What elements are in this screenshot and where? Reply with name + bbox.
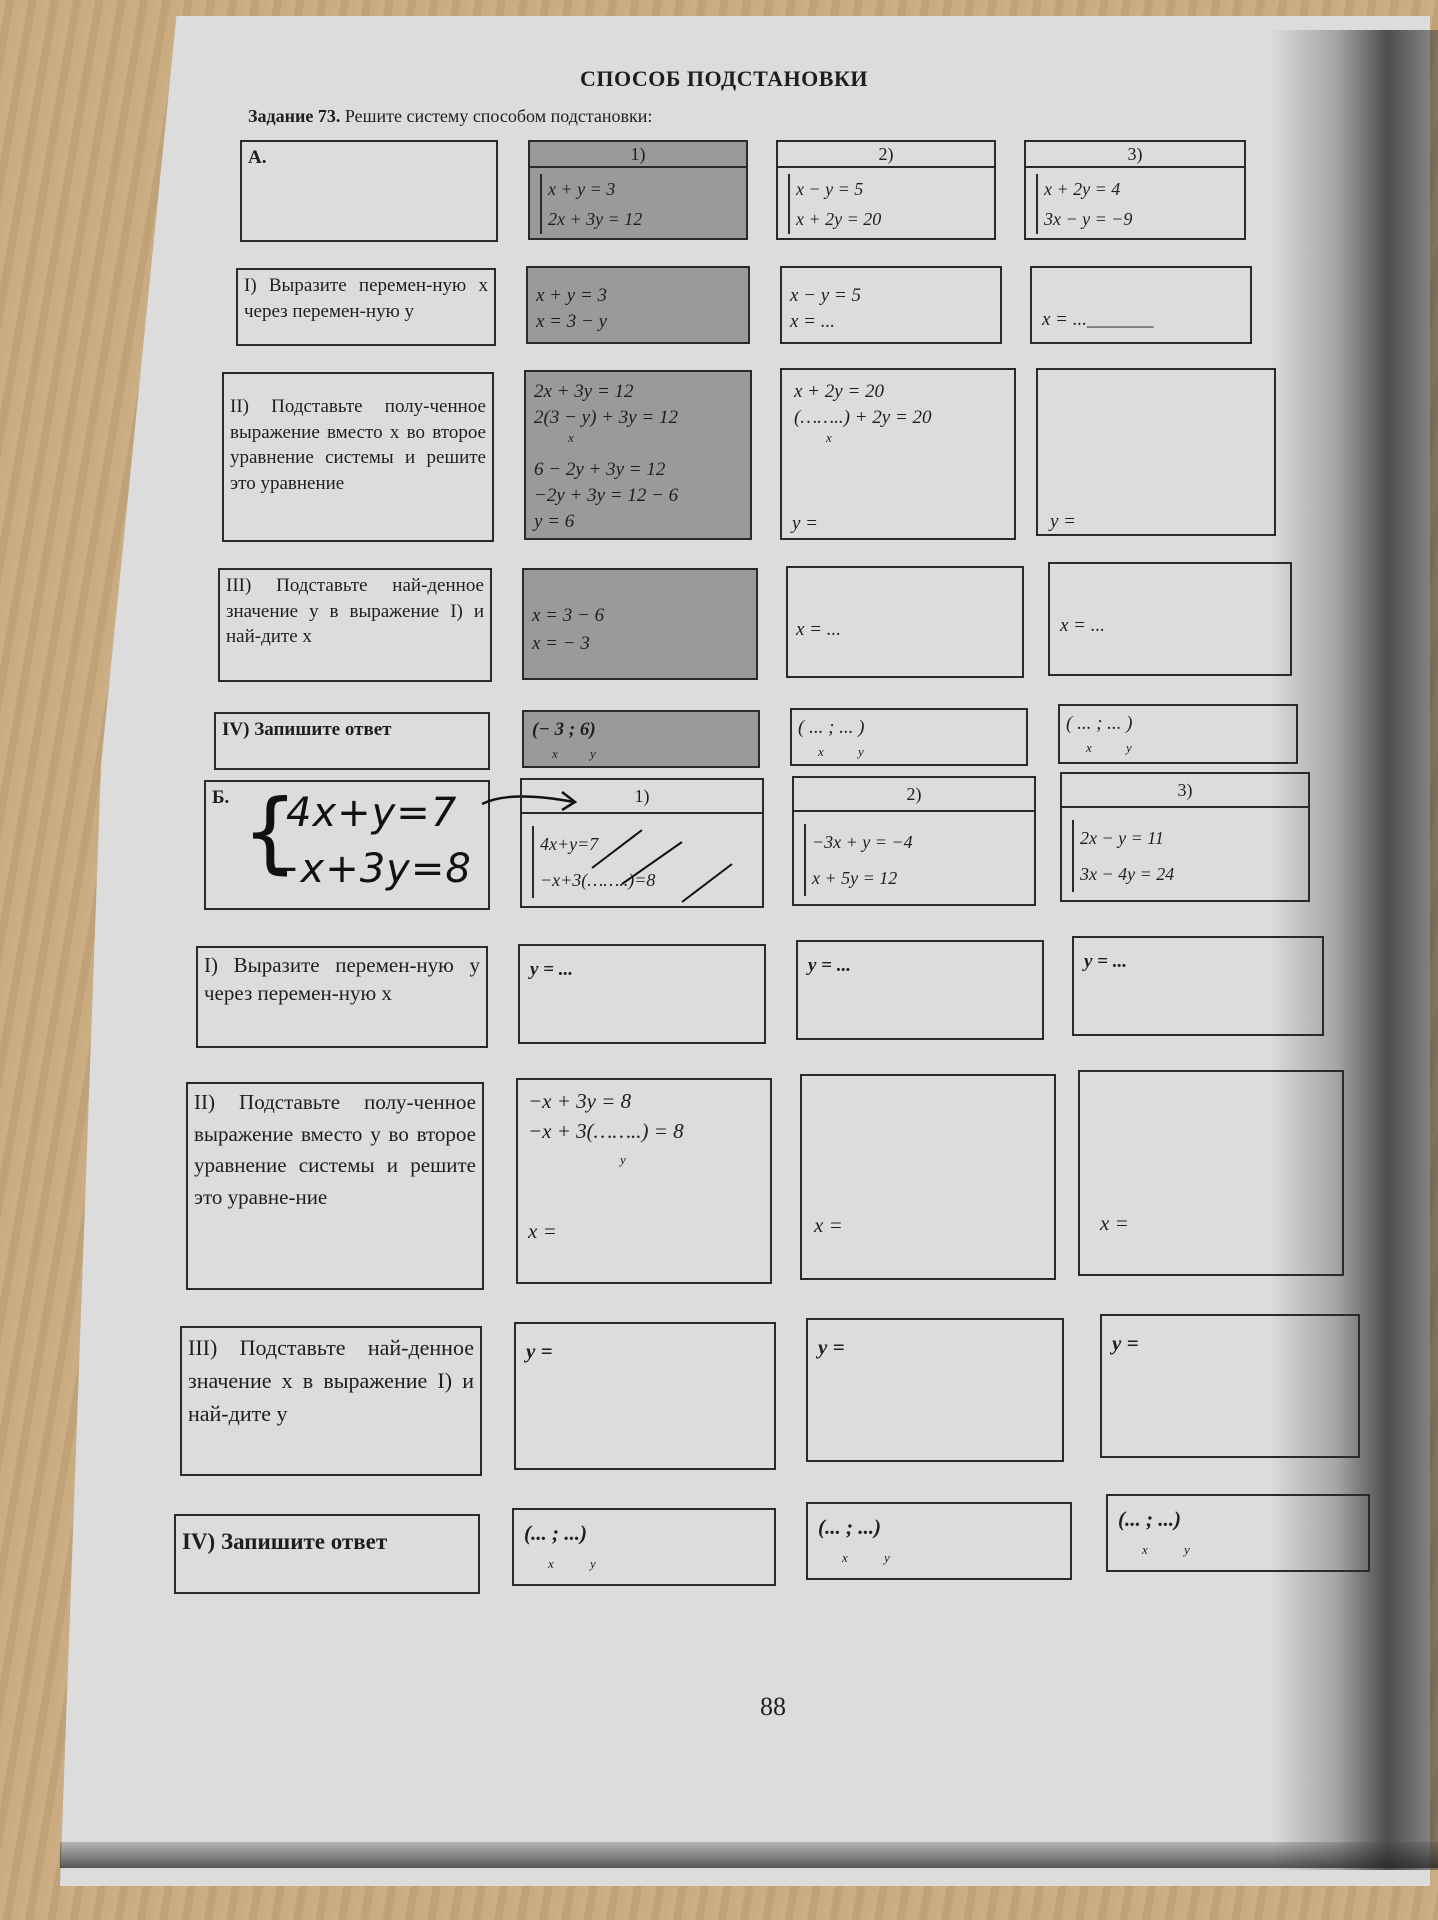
work-line: −x + 3y = 8 — [528, 1089, 632, 1113]
step-b1-cell-1[interactable] — [518, 944, 766, 1044]
answer-blank: y = — [818, 1335, 845, 1359]
work-line: −2y + 3y = 12 − 6 — [534, 485, 679, 506]
equation-2: 3x − 4y = 24 — [1080, 864, 1175, 884]
step-a2-label-box — [222, 372, 494, 542]
answer-blank: y = ... — [808, 955, 852, 976]
step-b3-cell-3[interactable] — [1100, 1314, 1360, 1458]
subscript-y: y — [1184, 1542, 1190, 1557]
answer-blank: y = ... — [1084, 951, 1128, 972]
answer-blank: x = ... — [790, 311, 836, 332]
subscript-y: y — [620, 1152, 626, 1167]
answer-blank: x = ... — [796, 619, 842, 640]
answer-blank: x = ..._______ — [1042, 309, 1154, 330]
subscript-y: y — [858, 744, 864, 759]
task-line — [248, 106, 652, 127]
handwritten-brace: { — [242, 780, 298, 883]
step-b3-cell-1[interactable] — [514, 1322, 776, 1470]
equation-1: 2x − y = 11 — [1080, 828, 1164, 848]
section-a-label: А. — [248, 147, 267, 168]
work-line: y = 6 — [534, 511, 575, 532]
work-line: x = 3 − 6 — [532, 605, 605, 626]
step-a4-cell-3[interactable] — [1058, 704, 1298, 764]
work-line: x = − 3 — [532, 633, 590, 654]
step-a2-cell-2[interactable] — [780, 368, 1016, 540]
step-label: II) Подставьте полу-ченное выражение вместо y во второе уравнение системы и решите это уравне-ние — [194, 1090, 476, 1209]
equation-1: x + y = 3 — [548, 179, 616, 199]
system-equations — [788, 174, 881, 234]
subscript-y: y — [1126, 740, 1132, 755]
system-number: 3) — [1026, 142, 1244, 168]
step-a4-label-box — [214, 712, 490, 770]
step-b2-label-box — [186, 1082, 484, 1290]
step-a4-cell-1 — [522, 710, 760, 768]
step-a3-cell-3[interactable] — [1048, 562, 1292, 676]
system-number: 2) — [778, 142, 994, 168]
work-line: x = 3 − y — [536, 311, 608, 332]
step-b2-cell-2[interactable] — [800, 1074, 1056, 1280]
step-a1-cell-3[interactable] — [1030, 266, 1252, 344]
answer-pair: (... ; ...) — [1118, 1507, 1181, 1531]
step-b2-cell-1[interactable] — [516, 1078, 772, 1284]
page-number: 88 — [760, 1692, 786, 1721]
work-line: −x + 3(……..) = 8 — [528, 1119, 684, 1143]
section-a-label-box — [240, 140, 498, 242]
step-b1-cell-2[interactable] — [796, 940, 1044, 1040]
equation-2: −x+3(……..)=8 — [540, 870, 656, 890]
step-label: I) Выразите перемен-ную x через перемен-ную y — [244, 275, 488, 322]
work-line: (……..) + 2y = 20 — [794, 407, 932, 428]
section-b-label: Б. — [212, 787, 230, 808]
step-a4-cell-2[interactable] — [790, 708, 1028, 766]
answer-blank: y = — [526, 1339, 553, 1363]
strike-through-marks — [532, 824, 752, 904]
step-a3-cell-2[interactable] — [786, 566, 1024, 678]
answer-blank: y = — [1112, 1331, 1139, 1355]
subscript-x: x — [552, 746, 558, 761]
subscript-x: x — [1142, 1542, 1148, 1557]
equation-1: x + 2y = 4 — [1044, 179, 1121, 199]
subscript-x: x — [548, 1556, 554, 1571]
step-b4-cell-1[interactable] — [512, 1508, 776, 1586]
answer-blank: y = — [792, 513, 819, 534]
equation-2: x + 5y = 12 — [812, 868, 898, 888]
system-a1 — [528, 140, 748, 240]
step-b3-label-box — [180, 1326, 482, 1476]
subscript-x: x — [842, 1550, 848, 1565]
answer-pair: ( ... ; ... ) — [1066, 713, 1133, 734]
work-line: 6 − 2y + 3y = 12 — [534, 459, 666, 480]
answer-pair: (− 3 ; 6) — [532, 719, 596, 740]
step-a1-cell-1 — [526, 266, 750, 344]
answer-blank: x = ... — [1060, 615, 1106, 636]
step-label: II) Подставьте полу-ченное выражение вместо x во второе уравнение системы и решите это уравнение — [230, 396, 486, 494]
step-a3-label-box — [218, 568, 492, 682]
handwritten-equation-2: −x+3y=8 — [266, 846, 472, 892]
step-label: I) Выразите перемен-ную y через перемен-ную x — [204, 953, 480, 1006]
work-line: 2(3 − y) + 3y = 12 — [534, 407, 678, 428]
answer-pair: (... ; ...) — [818, 1515, 881, 1539]
system-equations — [540, 174, 642, 234]
step-label: IV) Запишите ответ — [222, 719, 392, 740]
system-number: 1) — [522, 780, 762, 814]
equation-1: −3x + y = −4 — [812, 832, 913, 852]
system-b2 — [792, 776, 1036, 906]
work-line: x − y = 5 — [790, 285, 862, 306]
equation-1: x − y = 5 — [796, 179, 864, 199]
step-b1-label-box — [196, 946, 488, 1048]
system-equations — [804, 824, 913, 896]
task-number: Задание 73. — [248, 106, 341, 126]
step-label: III) Подставьте най-денное значение y в выражение I) и най-дите x — [226, 575, 484, 648]
system-a3 — [1024, 140, 1246, 240]
subscript-x: x — [568, 430, 574, 445]
subscript-x: x — [1086, 740, 1092, 755]
step-b4-cell-3[interactable] — [1106, 1494, 1370, 1572]
task-text: Решите систему способом подстановки: — [344, 106, 653, 126]
answer-blank: y = ... — [530, 959, 574, 980]
answer-pair: (... ; ...) — [524, 1521, 587, 1545]
step-b4-label-box — [174, 1514, 480, 1594]
equation-2: 2x + 3y = 12 — [548, 209, 643, 229]
answer-pair: ( ... ; ... ) — [798, 717, 865, 738]
system-equations — [1036, 174, 1132, 234]
work-line: x + y = 3 — [536, 285, 608, 306]
system-equations — [1072, 820, 1174, 892]
step-b3-cell-2[interactable] — [806, 1318, 1064, 1462]
system-b1 — [520, 778, 764, 908]
system-b3 — [1060, 772, 1310, 902]
answer-blank: x = — [1100, 1211, 1129, 1235]
step-a1-label-box — [236, 268, 496, 346]
work-line: 2x + 3y = 12 — [534, 381, 634, 402]
section-b-label-box — [204, 780, 490, 910]
subscript-x: x — [818, 744, 824, 759]
step-a2-cell-3[interactable] — [1036, 368, 1276, 536]
answer-blank: y = — [1050, 511, 1077, 532]
answer-blank: x = — [528, 1219, 557, 1243]
work-line: x + 2y = 20 — [794, 381, 885, 402]
answer-blank: x = — [814, 1213, 843, 1237]
page-title: СПОСОБ ПОДСТАНОВКИ — [580, 66, 869, 91]
subscript-x: x — [826, 430, 832, 445]
step-a2-cell-1 — [524, 370, 752, 540]
equation-2: 3x − y = −9 — [1044, 209, 1133, 229]
step-b2-cell-3[interactable] — [1078, 1070, 1344, 1276]
equation-2: x + 2y = 20 — [796, 209, 882, 229]
step-b1-cell-3[interactable] — [1072, 936, 1324, 1036]
step-b4-cell-2[interactable] — [806, 1502, 1072, 1580]
subscript-y: y — [884, 1550, 890, 1565]
system-number: 3) — [1062, 774, 1308, 808]
system-number: 2) — [794, 778, 1034, 812]
system-a2 — [776, 140, 996, 240]
step-a3-cell-1 — [522, 568, 758, 680]
step-a1-cell-2[interactable] — [780, 266, 1002, 344]
handwritten-equation-1: 4x+y=7 — [286, 790, 458, 836]
system-number: 1) — [530, 142, 746, 168]
step-label: IV) Запишите ответ — [182, 1529, 388, 1554]
step-label: III) Подставьте най-денное значение x в выражение I) и най-дите y — [188, 1335, 474, 1426]
subscript-y: y — [590, 1556, 596, 1571]
equation-1: 4x+y=7 — [540, 834, 599, 854]
subscript-y: y — [590, 746, 596, 761]
